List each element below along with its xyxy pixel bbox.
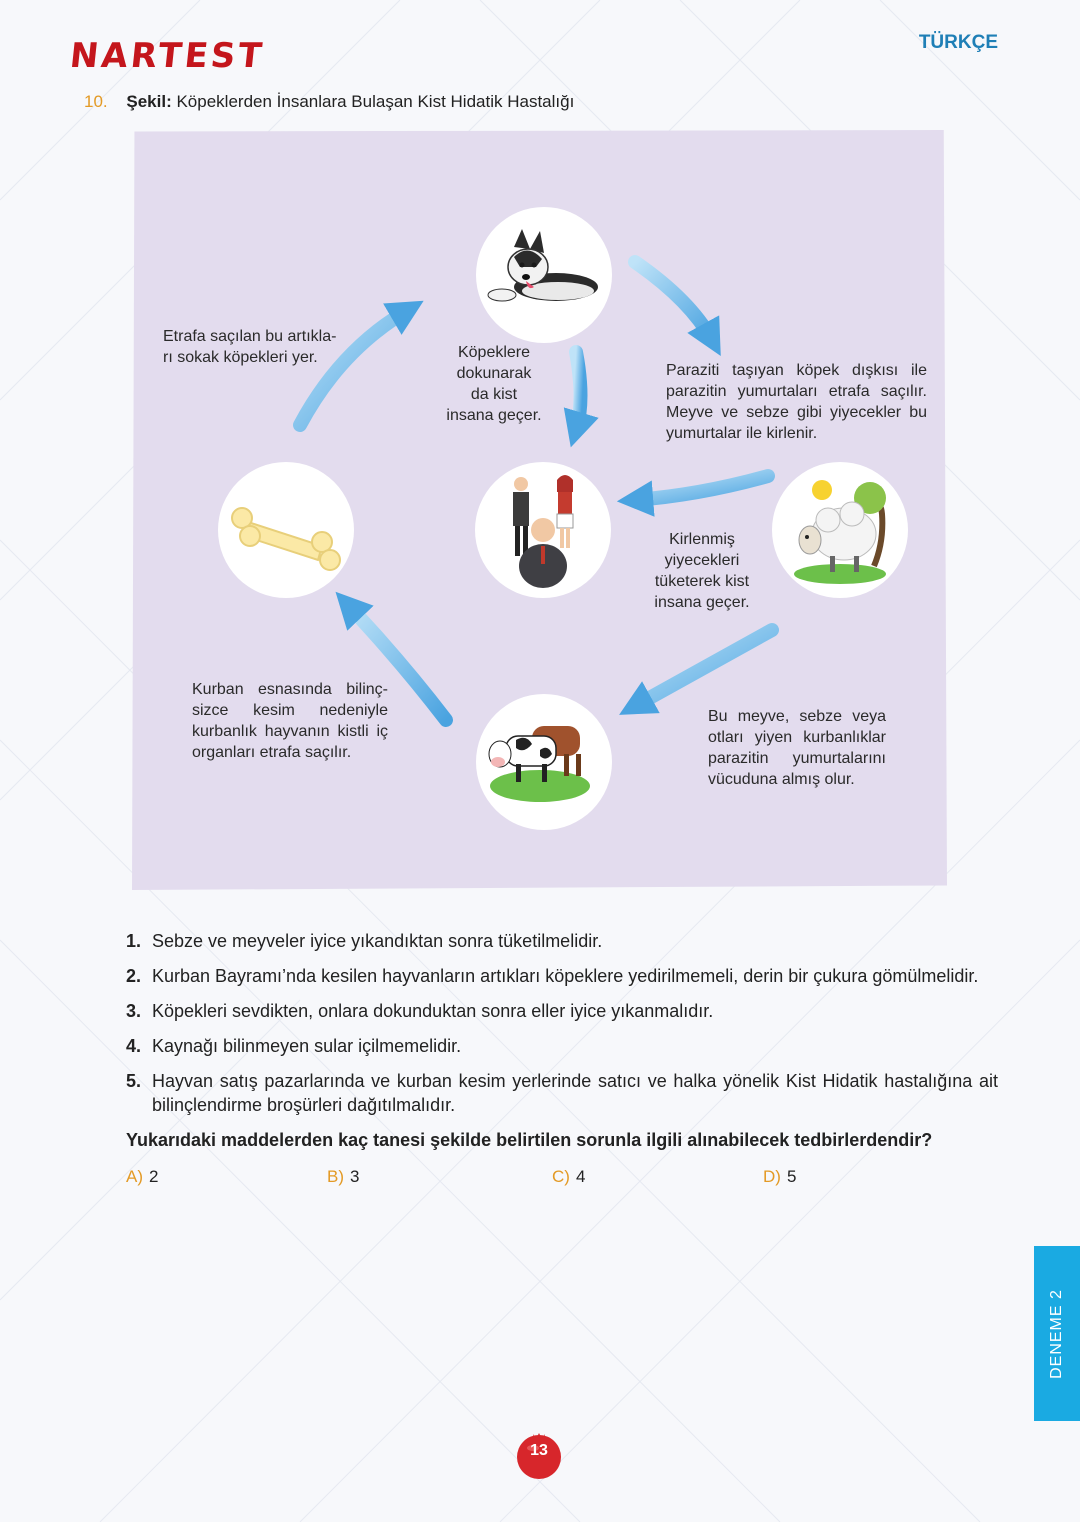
dog-icon [476, 207, 612, 343]
people-icon [475, 462, 611, 598]
side-tab-label: DENEME 2 [1048, 1288, 1065, 1379]
list-item: 1. Sebze ve meyveler iyice yıkandıktan sonra tüketilmelidir. [126, 931, 603, 951]
figure-title: Köpeklerden İnsanlara Bulaşan Kist Hidatik Hastalığı [176, 92, 575, 111]
option-b[interactable]: B) 3 [327, 1167, 360, 1186]
option-c[interactable]: C) 4 [552, 1167, 586, 1186]
list-item: 2. Kurban Bayramı’nda kesilen hayvanların artıkları köpeklere yedirilmemeli, derin bir çukura gömülmelidir. [126, 966, 979, 986]
page-number-badge [513, 1428, 565, 1480]
text-touch-transmission: Köpeklere dokunarak da kist insana geçer. [446, 344, 542, 424]
sheep-icon [772, 462, 908, 598]
page-number: 13 [530, 1442, 548, 1459]
option-a[interactable]: A) 2 [126, 1167, 159, 1186]
figure-label: Şekil: [126, 92, 172, 111]
question-prompt: Yukarıdaki maddelerden kaç tanesi şekilde belirtilen sorunla ilgili alınabilecek tedbirlerdendir? [126, 1130, 933, 1150]
list-item: 5. Hayvan satış pazarlarında ve kurban kesim yerlerinde satıcı ve halka yönelik Kist Hidatik hastalığına ait bilinçlendirme broşürleri dağıtılmalıdır. [126, 1071, 998, 1115]
dog-circle [476, 207, 612, 343]
measure-list [126, 929, 998, 1128]
cattle-circle [476, 694, 612, 830]
option-d[interactable]: D) 5 [763, 1167, 797, 1186]
side-tab [1034, 1246, 1080, 1421]
text-dogs-eat-remains: Etrafa saçılan bu artıkla- rı sokak köpekleri yer. [163, 328, 337, 366]
humans-circle [475, 462, 611, 598]
question-number: 10. [84, 92, 108, 111]
question-header [84, 92, 574, 112]
subject-label: TÜRKÇE [918, 32, 998, 53]
nartest-logo: NARTEST [67, 36, 267, 76]
list-item: 4. Kaynağı bilinmeyen sular içilmemelidir. [126, 1036, 462, 1056]
text-slaughter-organs: Kurban esnasında bilinç- sizce kesim nedeniyle kurbanlık hayvanın kistli iç organları etrafa saçılır. [192, 681, 388, 761]
text-livestock-infection: Bu meyve, sebze veya otları yiyen kurbanlıklar parazitin yumurtalarını vücuduna almış olur. [708, 708, 886, 788]
bone-icon [218, 462, 354, 598]
text-food-transmission: Kirlenmiş yiyecekleri tüketerek kist insana geçer. [654, 531, 750, 611]
text-feces-contamination: Paraziti taşıyan köpek dışkısı ile parazitin yumurtaları etrafa saçılır. Meyve ve sebze gibi yiyecekler bu yumurtalar ile kirlenir. [666, 362, 927, 442]
cow-icon [476, 694, 612, 830]
sheep-circle [772, 462, 908, 598]
list-item: 3. Köpekleri sevdikten, onlara dokunduktan sonra eller iyice yıkanmalıdır. [126, 1001, 714, 1021]
bone-circle [218, 462, 354, 598]
